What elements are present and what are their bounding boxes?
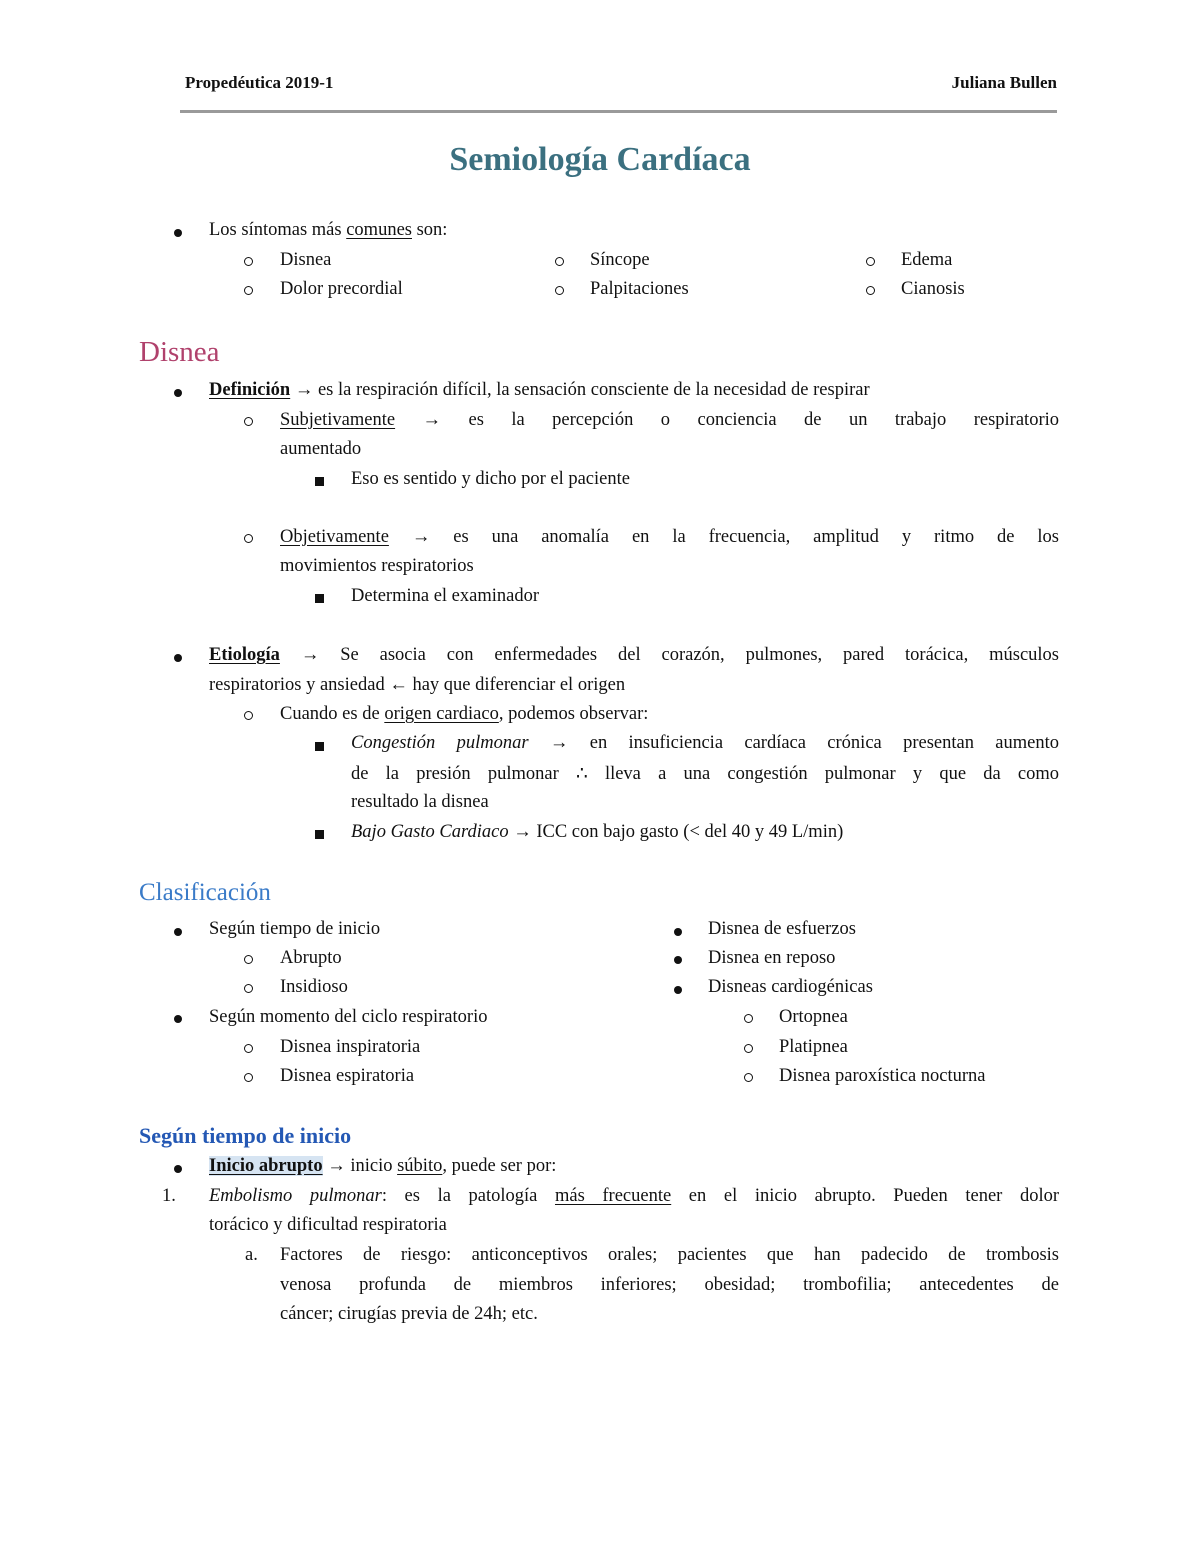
section-heading-tiempo: Según tiempo de inicio [139,1123,352,1148]
congestion-text-cont: de la presión pulmonar ∴ lleva a una congestión pulmonar y que da como [351,764,1059,784]
clasif-left-sub: Abrupto [280,948,342,968]
circle-bullet-icon [866,257,875,266]
circle-bullet-icon [244,257,253,266]
circle-bullet-icon [744,1073,753,1082]
circle-bullet-icon [244,417,253,426]
objetivamente-sub: Determina el examinador [351,586,539,606]
bullet-icon [674,956,682,964]
symptom-item: Edema [901,250,953,270]
circle-bullet-icon [744,1014,753,1023]
clasif-right-sub: Ortopnea [779,1007,848,1027]
circle-bullet-icon [244,711,253,720]
embolismo-text-cont: torácico y dificultad respiratoria [209,1215,447,1235]
circle-bullet-icon [244,984,253,993]
inicio-abrupto-text: Inicio abrupto → inicio súbito, puede ser por: [209,1156,557,1176]
circle-bullet-icon [244,534,253,543]
clasif-left-item: Según momento del ciclo respiratorio [209,1007,488,1027]
list-number: 1. [162,1186,176,1206]
square-bullet-icon [315,477,324,486]
circle-bullet-icon [244,1044,253,1053]
header-author: Juliana Bullen [951,73,1057,92]
clasif-right-sub: Disnea paroxística nocturna [779,1066,986,1086]
square-bullet-icon [315,742,324,751]
congestion-text: Congestión pulmonar → en insuficiencia cardíaca crónica presentan aumento [351,733,1059,753]
bullet-icon [674,928,682,936]
clasif-left-sub: Disnea inspiratoria [280,1037,421,1057]
symptom-item: Síncope [590,250,650,270]
clasif-right-item: Disneas cardiogénicas [708,977,873,997]
clasif-left-sub: Disnea espiratoria [280,1066,415,1086]
clasif-left-sub: Insidioso [280,977,348,997]
clasif-right-item: Disnea en reposo [708,948,836,968]
list-letter: a. [245,1245,258,1265]
circle-bullet-icon [555,286,564,295]
bullet-icon [174,654,182,662]
symptom-item: Palpitaciones [590,279,689,299]
bullet-icon [174,1015,182,1023]
riesgo-text: Factores de riesgo: anticonceptivos orales; pacientes que han padecido de trombosis [280,1245,1059,1265]
origen-text: Cuando es de origen cardiaco, podemos observar: [280,704,649,724]
subjetivamente-text-cont: aumentado [280,439,362,459]
page-title: Semiología Cardíaca [449,141,751,178]
circle-bullet-icon [866,286,875,295]
square-bullet-icon [315,830,324,839]
riesgo-text-cont: venosa profunda de miembros inferiores; obesidad; trombofilia; antecedentes de [280,1275,1059,1295]
riesgo-text-cont2: cáncer; cirugías previa de 24h; etc. [280,1304,538,1324]
objetivamente-text-cont: movimientos respiratorios [280,556,474,576]
clasif-right-item: Disnea de esfuerzos [708,919,856,939]
symptom-item: Dolor precordial [280,279,403,299]
section-heading-clasificacion: Clasificación [139,879,271,906]
circle-bullet-icon [244,955,253,964]
symptom-item: Disnea [280,250,332,270]
subjetivamente-text: Subjetivamente → es la percepción o conciencia de un trabajo respiratorio [280,410,1059,430]
bullet-icon [174,229,182,237]
congestion-text-cont2: resultado la disnea [351,792,489,812]
clasif-left-item: Según tiempo de inicio [209,919,381,939]
symptoms-intro: Los síntomas más comunes son: [209,220,448,240]
embolismo-text: Embolismo pulmonar: es la patología más frecuente en el inicio abrupto. Pueden tener dolor [209,1186,1059,1206]
circle-bullet-icon [244,286,253,295]
subjetivamente-sub: Eso es sentido y dicho por el paciente [351,469,630,489]
definicion-text: Definición → es la respiración difícil, la sensación consciente de la necesidad de respirar [209,380,870,400]
circle-bullet-icon [244,1073,253,1082]
bullet-icon [674,986,682,994]
bullet-icon [174,389,182,397]
square-bullet-icon [315,594,324,603]
header-divider [180,110,1057,113]
symptom-item: Cianosis [901,279,965,299]
bajo-gasto-text: Bajo Gasto Cardiaco → ICC con bajo gasto (< del 40 y 49 L/min) [351,822,844,842]
circle-bullet-icon [555,257,564,266]
objetivamente-text: Objetivamente → es una anomalía en la frecuencia, amplitud y ritmo de los [280,527,1059,547]
bullet-icon [174,928,182,936]
etiologia-text: Etiología → Se asocia con enfermedades del corazón, pulmones, pared torácica, músculos [209,645,1059,665]
circle-bullet-icon [744,1044,753,1053]
clasif-right-sub: Platipnea [779,1037,848,1057]
etiologia-text-cont: respiratorios y ansiedad ← hay que diferenciar el origen [209,675,626,695]
section-heading-disnea: Disnea [139,336,220,368]
bullet-icon [174,1165,182,1173]
header-course: Propedéutica 2019-1 [185,73,334,92]
